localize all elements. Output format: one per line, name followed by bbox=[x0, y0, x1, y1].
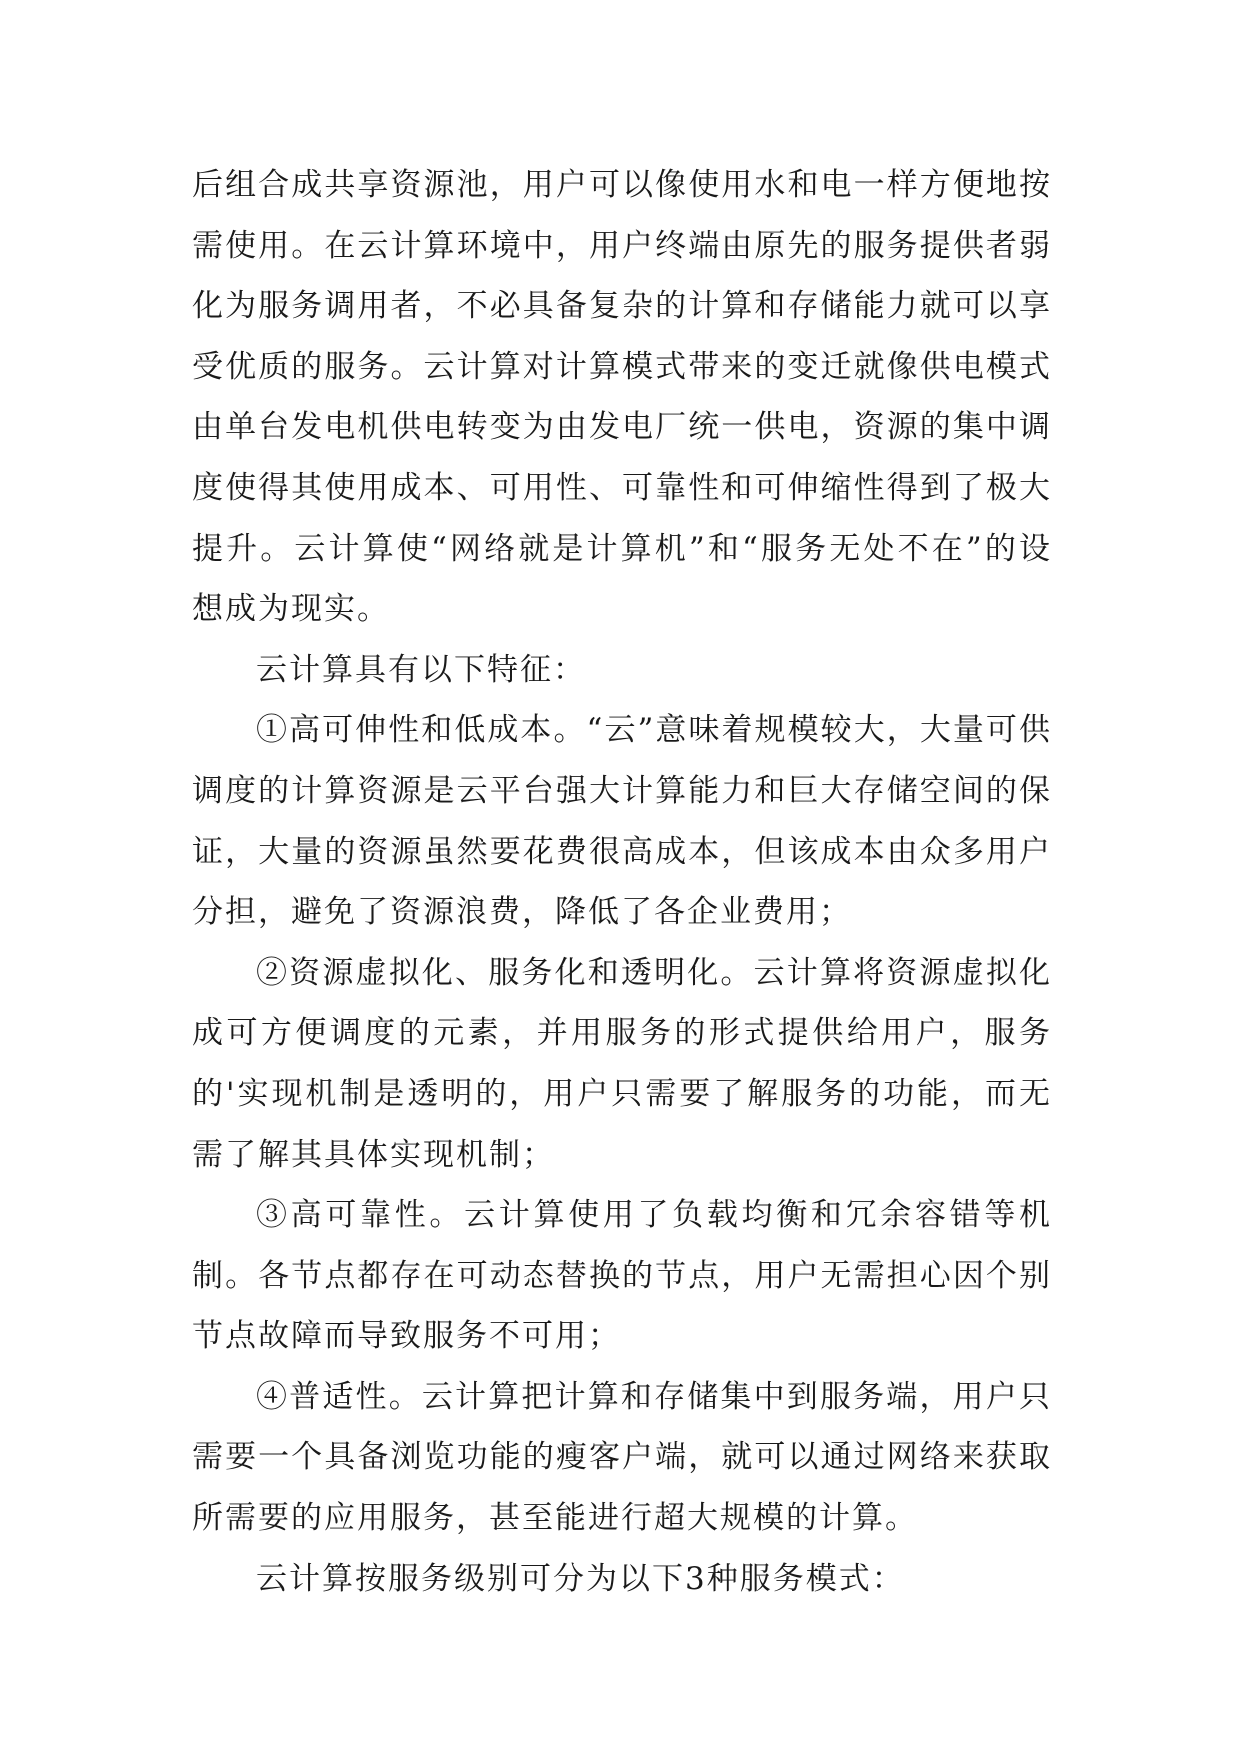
paragraph-feature-ubiquity: ④普适性。云计算把计算和存储集中到服务端，用户只需要一个具备浏览功能的瘦客户端，就可以通过网络来获取所需要的应用服务，甚至能进行超大规模的计算。 bbox=[192, 1378, 1052, 1537]
paragraph-features-heading: 云计算具有以下特征： bbox=[256, 651, 586, 688]
paragraph-intro-continuation: 后组合成共享资源池，用户可以像使用水和电一样方便地按需使用。在云计算环境中，用户终端由原先的服务提供者弱化为服务调用者，不必具备复杂的计算和存储能力就可以享受优质的服务。云计算对计算模式带来的变迁就像供电模式由单台发电机供电转变为由发电厂统一供电，资源的集中调度使得其使用成本、可用性、可靠性和可伸缩性得到了极大提升。云计算使“网络就是计算机”和“服务无处不在”的设想成为现实。 bbox=[192, 167, 1052, 628]
paragraph-service-models-heading: 云计算按服务级别可分为以下3种服务模式： bbox=[256, 1560, 905, 1597]
paragraph-feature-scalability: ①高可伸性和低成本。“云”意味着规模较大，大量可供调度的计算资源是云平台强大计算能力和巨大存储空间的保证，大量的资源虽然要花费很高成本，但该成本由众多用户分担，避免了资源浪费，降低了各企业费用； bbox=[192, 712, 1052, 931]
document-body bbox=[192, 155, 1052, 1609]
paragraph-feature-reliability: ③高可靠性。云计算使用了负载均衡和冗余容错等机制。各节点都存在可动态替换的节点，用户无需担心因个别节点故障而导致服务不可用； bbox=[192, 1197, 1052, 1355]
paragraph-feature-virtualization: ②资源虚拟化、服务化和透明化。云计算将资源虚拟化成可方便调度的元素，并用服务的形式提供给用户，服务的'实现机制是透明的，用户只需要了解服务的功能，而无需了解其具体实现机制； bbox=[192, 954, 1052, 1173]
